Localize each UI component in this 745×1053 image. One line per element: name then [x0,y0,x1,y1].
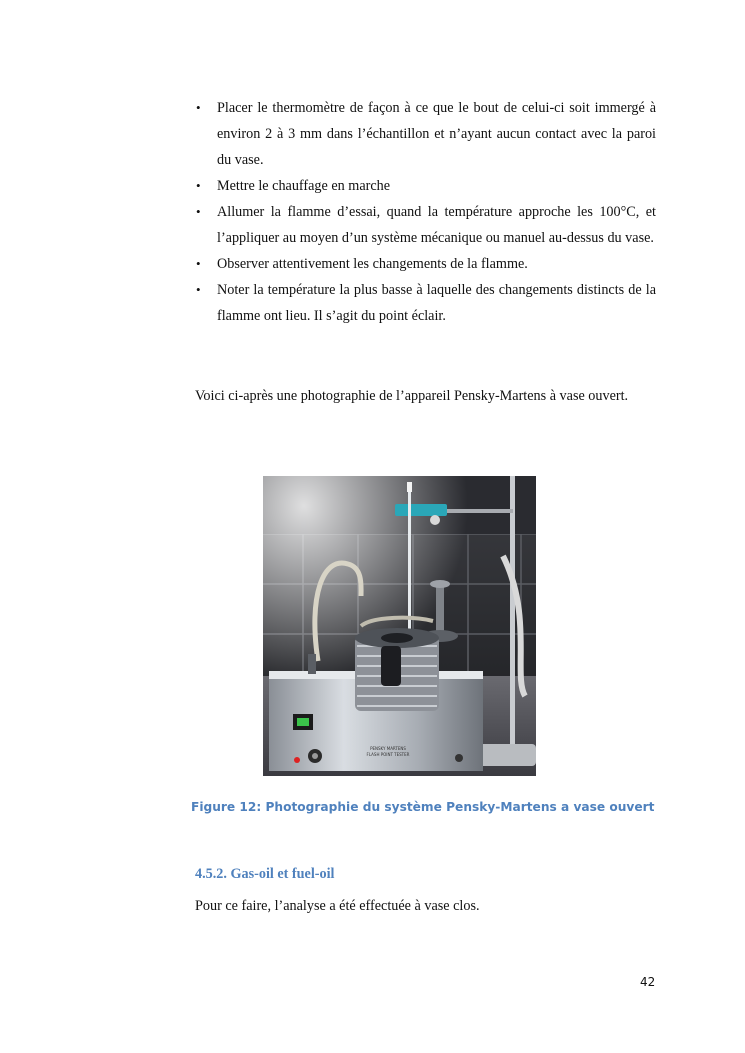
device-label-line1: PENSKY MARTENS [370,746,406,751]
bullet-item [195,277,656,329]
bullet-icon: • [196,282,201,297]
bullet-text: Mettre le chauffage en marche [217,178,391,194]
section-heading: 4.5.2. Gas-oil et fuel-oil [195,866,335,882]
bullet-item [195,173,656,199]
intro-paragraph: Voici ci-après une photographie de l’appareil Pensky-Martens à vase ouvert. [195,388,629,404]
bullet-icon: • [196,100,201,115]
bullet-item [195,199,656,251]
bullet-text: Observer attentivement les changements de la flamme. [217,256,528,272]
bullet-text: Noter la température la plus basse à laquelle des changements distincts de la flamme ont lieu. Il s’agit du point éclair. [217,282,656,324]
bullet-item [195,251,656,277]
bullet-text: Placer le thermomètre de façon à ce que le bout de celui-ci soit immergé à environ 2 à 3 mm dans l’échantillon et n’ayant aucun contact avec la paroi du vase. [217,100,656,168]
bullet-icon: • [196,204,201,219]
bullet-item [195,95,656,173]
bullet-icon: • [196,178,201,193]
figure-caption: Figure 12: Photographie du système Pensky-Martens a vase ouvert [191,800,655,814]
procedure-bullet-list [195,95,656,329]
bullet-icon: • [196,256,201,271]
section-paragraph: Pour ce faire, l’analyse a été effectuée à vase clos. [195,898,480,914]
bullet-text: Allumer la flamme d’essai, quand la température approche les 100°C, et l’appliquer au moyen d’un système mécanique ou manuel au-dessus du vase. [217,204,656,246]
device-label-line2: FLASH POINT TESTER [366,752,410,757]
page-number: 42 [640,975,656,989]
pensky-martens-photo [263,476,536,776]
